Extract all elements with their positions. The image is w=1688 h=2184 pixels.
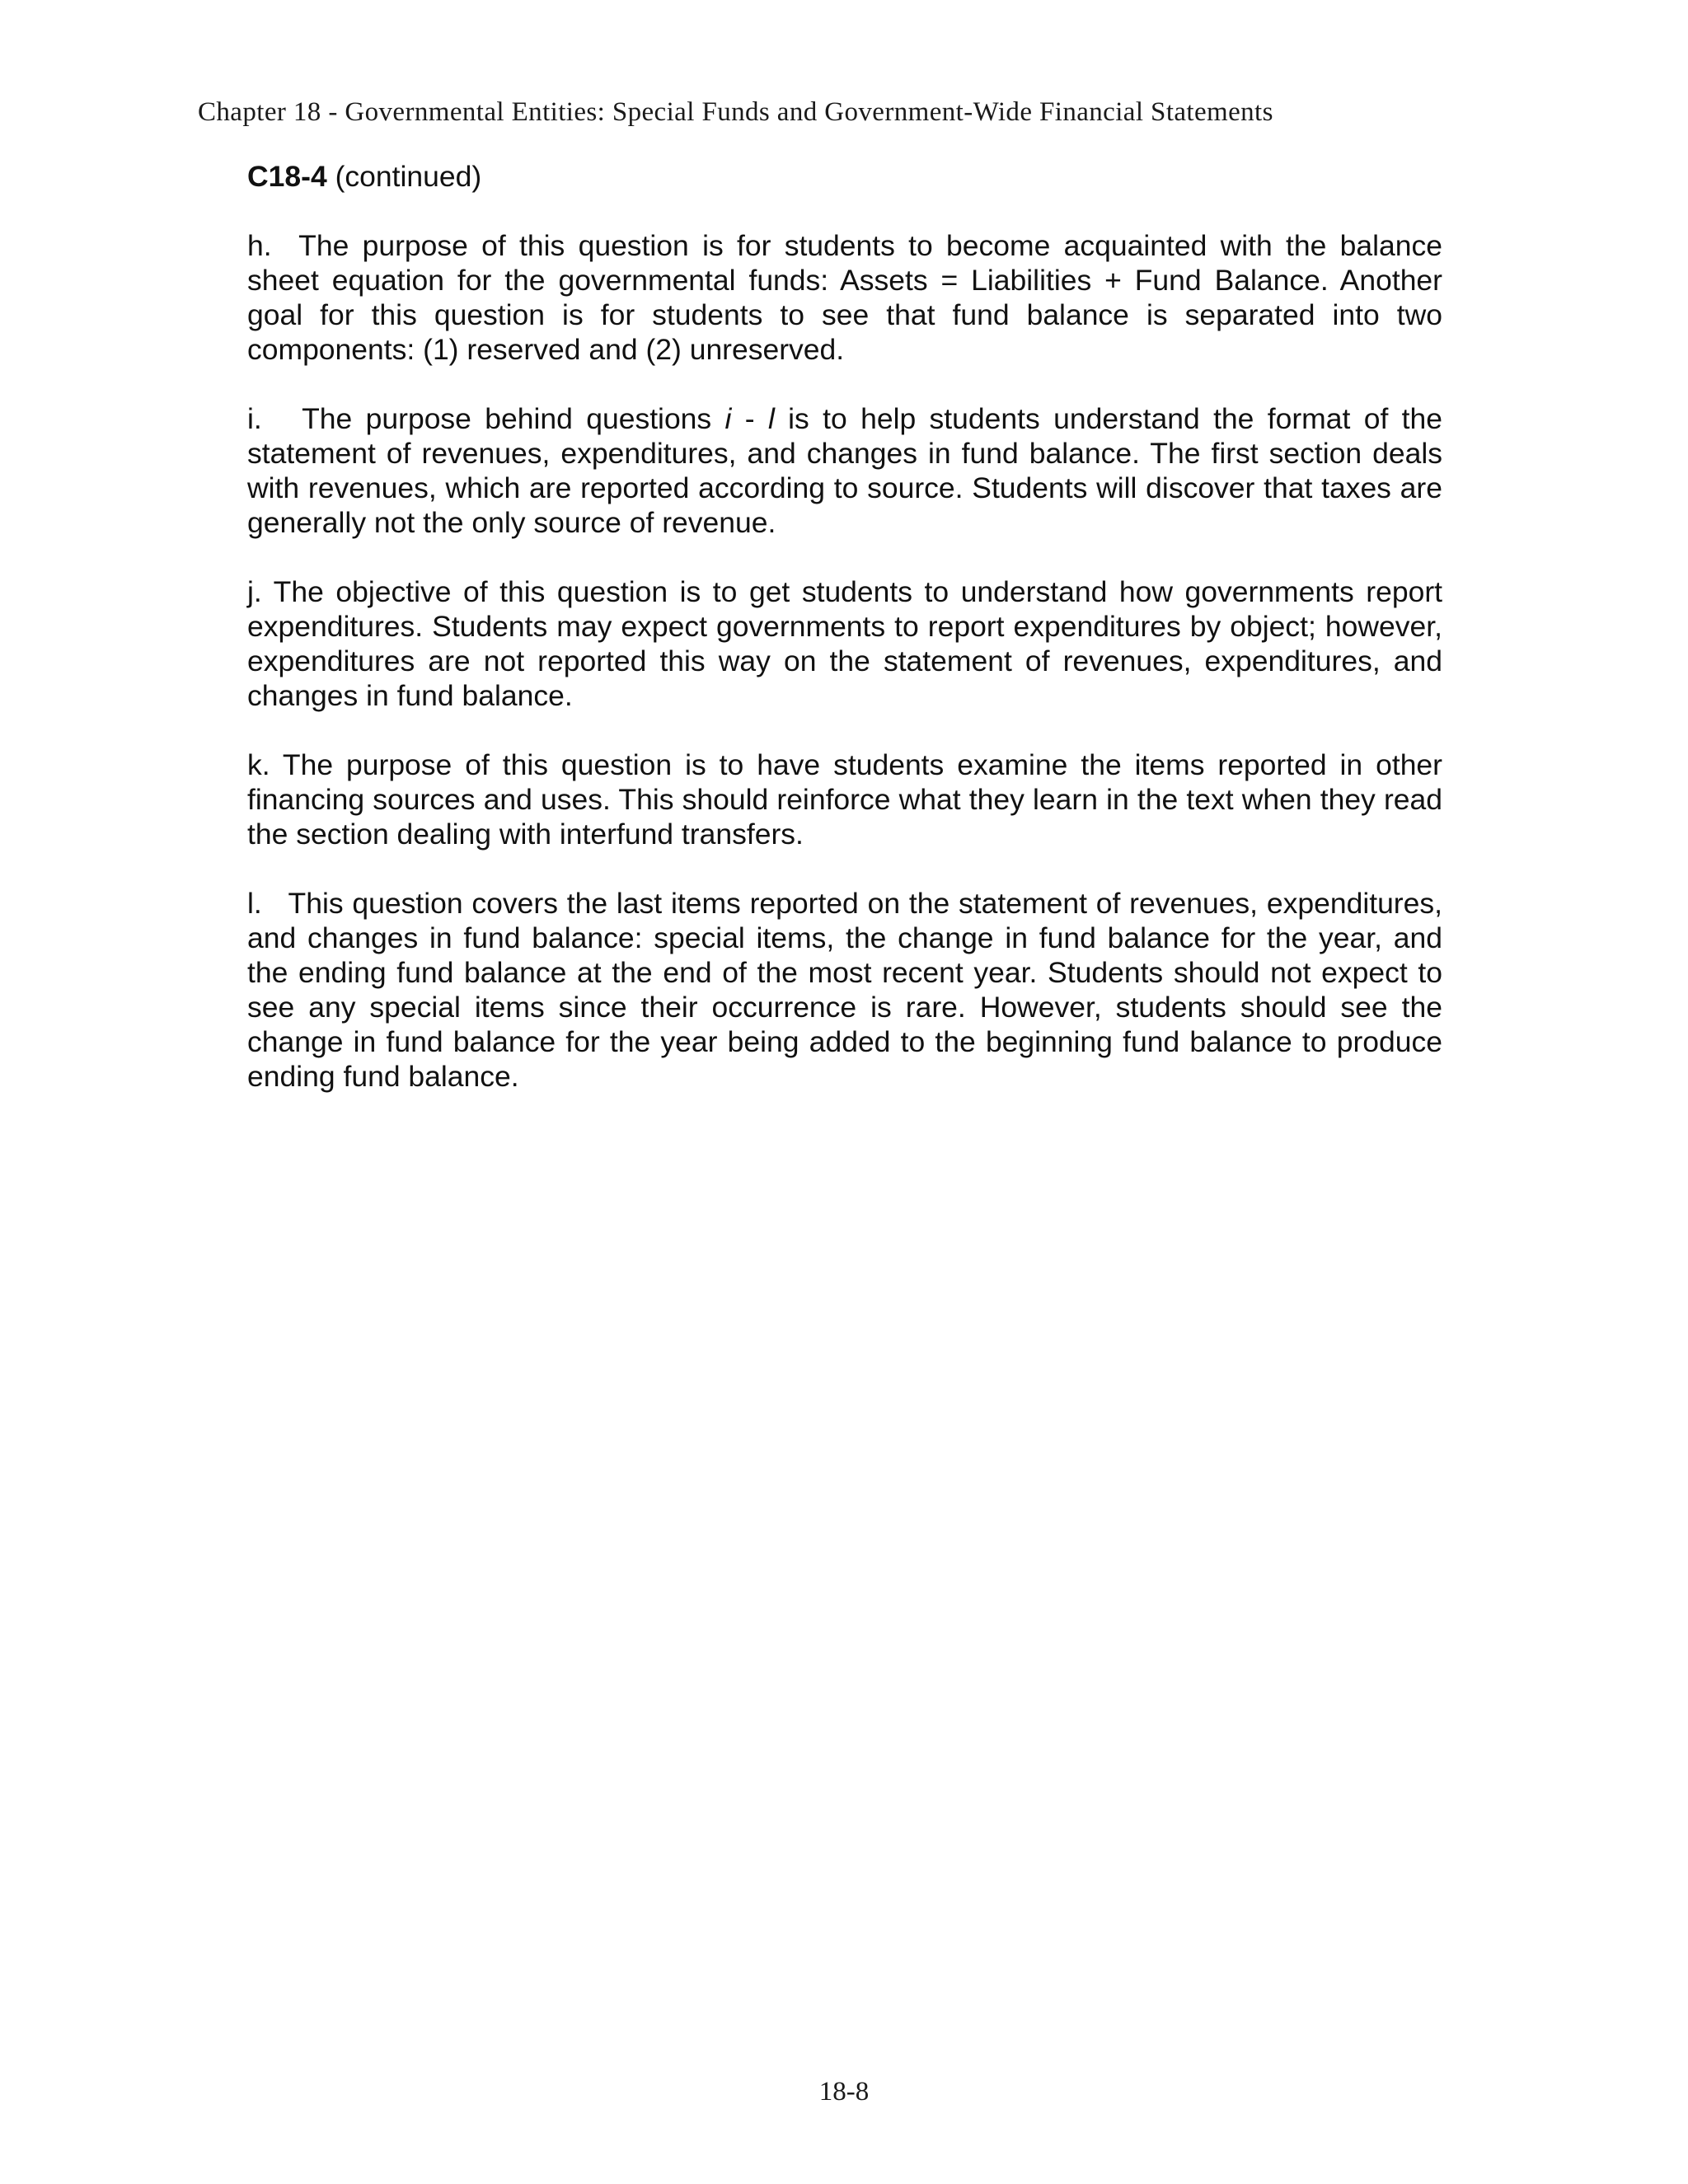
section-code: C18-4 <box>247 160 327 193</box>
paragraph-l: l. This question covers the last items reported on the statement of revenues, expenditures, and changes in fund balance: special items, the change in fund balance for the year, and the ending fund balance at the end of the most recent year. Students should not expect to see any special items since their occurrence is rare. However, students should see the change in fund balance for the year being added to the beginning fund balance to produce ending fund balance. <box>247 887 1442 1093</box>
paragraph-h: h. The purpose of this question is for students to become acquainted with the balance sheet equation for the governmental funds: Assets = Liabilities + Fund Balance. Another goal for this question is for students to see that fund balance is separated into two components: (1) reserved and (2) unreserved. <box>247 229 1442 366</box>
paragraph-j: j. The objective of this question is to get students to understand how governments report expenditures. Students may expect governments to report expenditures by object; however, expenditures are not reported this way on the statement of revenues, expenditures, and changes in fund balance. <box>247 575 1442 712</box>
paragraph-k: k. The purpose of this question is to have students examine the items reported in other financing sources and uses. This should reinforce what they learn in the text when they read the section dealing with interfund transfers. <box>247 748 1442 851</box>
running-header: Chapter 18 - Governmental Entities: Special Funds and Government-Wide Financial Statements <box>198 97 1273 127</box>
page-number: 18-8 <box>818 2077 870 2107</box>
paragraph-i-dash: - <box>731 402 768 435</box>
paragraph-i-body: is to help students understand the format of the statement of revenues, expenditures, and changes in fund balance. The first section deals with revenues, which are reported according to source. Students will discover that taxes are generally not the only source of revenue. <box>247 402 1442 539</box>
section-heading <box>247 159 1442 194</box>
section-suffix: (continued) <box>326 160 482 193</box>
paragraph-i-emphasis-end: l <box>767 402 775 435</box>
page-content <box>247 159 1442 1128</box>
paragraph-i-emphasis-start: i <box>724 402 732 435</box>
paragraph-i-lead: i. The purpose behind questions <box>247 402 725 435</box>
paragraph-i <box>247 401 1442 540</box>
